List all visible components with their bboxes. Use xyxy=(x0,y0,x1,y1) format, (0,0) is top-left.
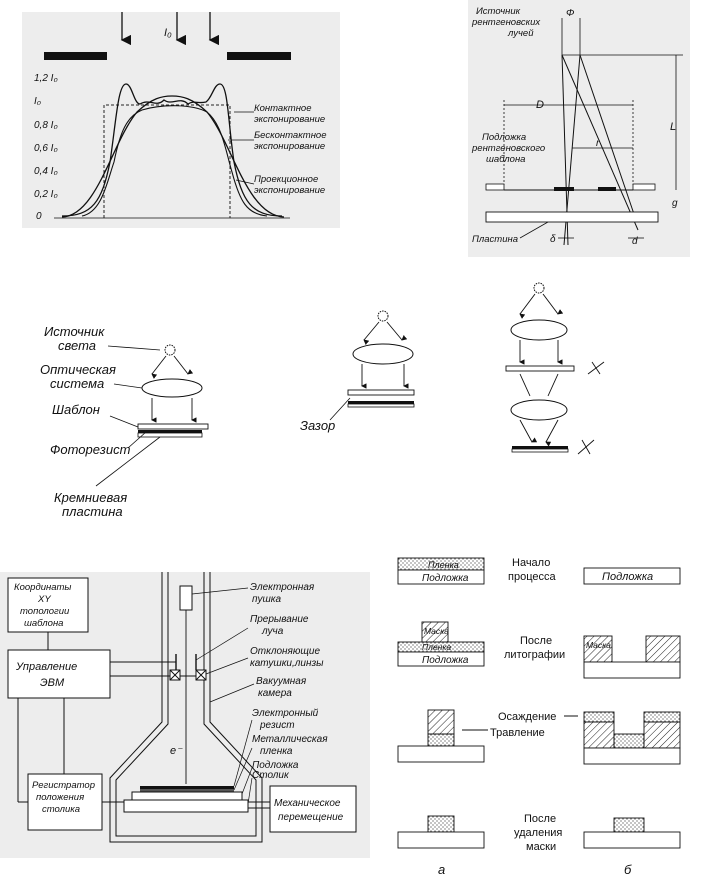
after-mask-label: удаления xyxy=(514,827,563,839)
y-tick-label: 0,4 I₀ xyxy=(34,166,58,177)
film-label: Пленка xyxy=(422,642,452,652)
light-source-label: света xyxy=(58,338,96,353)
metal-film-label: Металлическая xyxy=(252,734,328,745)
after-mask-label: После xyxy=(524,813,557,825)
resist-label: Электронный xyxy=(252,708,319,719)
position-label: Регистратор xyxy=(32,780,95,791)
y-tick-label: 0 xyxy=(36,211,42,222)
after-mask-label: маски xyxy=(526,841,557,853)
film-pattern xyxy=(614,818,644,832)
ray xyxy=(548,374,558,396)
r-symbol: r xyxy=(596,138,600,149)
absorber xyxy=(554,187,574,191)
vacuum-label: камера xyxy=(258,688,292,699)
row-deposition-etch xyxy=(398,710,680,764)
lens xyxy=(511,400,567,420)
stage xyxy=(124,800,248,812)
deflection-label: катушки,линзы xyxy=(250,658,324,669)
mask-label: Маска xyxy=(586,640,611,650)
mask-block xyxy=(644,722,680,748)
position-label: столика xyxy=(42,804,81,815)
ray xyxy=(364,322,379,340)
leader-line xyxy=(234,720,252,786)
phi-symbol: Φ xyxy=(566,8,575,19)
leader-line xyxy=(128,432,146,448)
leader-line xyxy=(330,398,350,420)
wafer-label: Кремниевая xyxy=(54,490,128,505)
mask-edge-right xyxy=(633,184,655,190)
etching-label: Травление xyxy=(490,727,545,739)
photoresist-layer xyxy=(512,446,568,449)
row-start xyxy=(398,557,680,584)
mechanical-label: перемещение xyxy=(278,812,344,823)
leader-line xyxy=(114,384,142,388)
xray-source-label: лучей xyxy=(508,28,534,39)
ray xyxy=(543,294,558,314)
ebeam-system-figure xyxy=(0,572,370,858)
move-arrow-icon xyxy=(592,362,600,374)
electron-resist-layer xyxy=(140,786,234,789)
optical-system-label: система xyxy=(50,376,105,391)
process-steps-svg xyxy=(392,548,712,877)
lens xyxy=(511,320,567,340)
y-tick-label: 0,2 I₀ xyxy=(34,189,58,200)
wafer-label: Пластина xyxy=(472,234,518,245)
after-litho-label: После xyxy=(520,635,553,647)
silicon-wafer xyxy=(138,433,202,437)
coordinates-label: шаблона xyxy=(24,618,64,629)
row-after-litho xyxy=(398,622,680,678)
process-steps-figure xyxy=(392,548,712,877)
substrate-layer xyxy=(584,662,680,678)
ray xyxy=(174,356,188,374)
contact-exposure-curve xyxy=(62,84,282,216)
light-source-icon xyxy=(378,311,388,321)
intensity-profile-figure xyxy=(22,12,340,228)
silicon-wafer xyxy=(512,449,568,452)
contact-label: экспонирование xyxy=(254,114,326,125)
absorber xyxy=(598,187,616,191)
lens xyxy=(353,344,413,364)
delta-symbol: δ xyxy=(550,234,556,245)
film-label: Пленка xyxy=(428,560,459,570)
photoresist-label: Фоторезист xyxy=(50,442,131,457)
vacuum-label: Вакуумная xyxy=(256,676,307,687)
d-symbol: d xyxy=(632,236,638,247)
ray xyxy=(520,420,532,442)
lens xyxy=(142,379,202,397)
start-label: Начало xyxy=(512,557,551,569)
mechanical-label: Механическое xyxy=(274,798,341,809)
film-pattern xyxy=(428,816,454,832)
after-litho-label: литографии xyxy=(504,649,566,661)
mask-plate xyxy=(348,390,414,395)
leader-line xyxy=(108,346,160,350)
deposited-film xyxy=(584,712,614,722)
blanking-label: Прерывание xyxy=(250,614,309,625)
substrate-layer xyxy=(584,832,680,848)
start-label: процесса xyxy=(508,571,556,583)
proximity-label: Бесконтактное xyxy=(254,130,327,141)
y-tick-label: 0,6 I₀ xyxy=(34,143,58,154)
position-label: положения xyxy=(36,792,85,803)
substrate-layer xyxy=(584,748,680,764)
intensity-profile-svg xyxy=(22,12,340,228)
ray xyxy=(152,356,166,374)
control-label: ЭВМ xyxy=(40,677,65,689)
film-remaining xyxy=(428,734,454,746)
L-symbol: L xyxy=(670,121,677,133)
proximity-scheme xyxy=(300,311,414,433)
light-source-icon xyxy=(534,283,544,293)
projection-label: экспонирование xyxy=(254,185,326,196)
electron-gun-label: Электронная xyxy=(250,582,315,593)
mask-substrate-label: рентгеновского xyxy=(472,143,546,154)
leader-line xyxy=(192,588,248,594)
xray-geometry-figure xyxy=(468,0,690,257)
mask-plate xyxy=(506,366,574,371)
projection-label: Проекционное xyxy=(254,174,319,185)
contact-scheme xyxy=(40,324,208,519)
leader-line xyxy=(210,684,254,702)
blanking-label: луча xyxy=(262,626,284,637)
substrate-label: Подложка xyxy=(422,655,469,666)
move-arrow-icon xyxy=(582,440,590,454)
D-symbol: D xyxy=(536,99,544,111)
substrate-layer xyxy=(398,746,484,762)
optical-system-label: Оптическая xyxy=(40,362,116,377)
mask-edge-left xyxy=(486,184,504,190)
mask-substrate-label: Подложка xyxy=(482,132,527,143)
substrate-label: Подложка xyxy=(422,573,469,584)
ray xyxy=(562,55,638,230)
leader-line xyxy=(248,778,252,804)
optical-exposure-figure xyxy=(0,270,712,520)
ray xyxy=(580,55,636,220)
mask-block xyxy=(584,722,614,748)
photoresist-layer xyxy=(138,430,202,433)
deposited-film xyxy=(644,712,680,722)
gap-label: Зазор xyxy=(300,418,336,433)
projection-scheme xyxy=(506,283,604,454)
wafer-label: пластина xyxy=(62,504,123,519)
mask-block xyxy=(646,636,680,662)
mask-block-left xyxy=(44,52,107,60)
ebeam-system-svg xyxy=(0,572,370,858)
y-tick-label: 0,8 I₀ xyxy=(34,120,58,131)
leader-line xyxy=(520,222,548,238)
mask-plate xyxy=(138,424,208,429)
electron-gun-label: пушка xyxy=(252,594,282,605)
leader-line xyxy=(206,658,248,674)
xray-source-label: рентгеновских xyxy=(472,17,541,28)
proximity-label: экспонирование xyxy=(254,141,326,152)
contact-label: Контактное xyxy=(254,103,312,114)
ray xyxy=(520,374,530,396)
proximity-exposure-curve xyxy=(62,96,284,217)
coordinates-label: XY xyxy=(38,594,51,605)
electron-gun xyxy=(180,586,192,610)
optical-exposure-svg xyxy=(0,270,712,520)
control-label: Управление xyxy=(16,661,78,673)
mask-block-right xyxy=(227,52,291,60)
column-label-a: а xyxy=(438,862,446,877)
xray-geometry-svg xyxy=(468,0,690,257)
xray-source-label: Источник xyxy=(476,6,521,17)
light-source-label: Источник xyxy=(44,324,105,339)
silicon-wafer xyxy=(348,404,414,407)
leader-line xyxy=(242,768,252,794)
mask-block xyxy=(428,710,454,734)
coordinates-label: Координаты xyxy=(14,582,72,593)
mask-substrate-label: шаблона xyxy=(486,154,526,165)
ray xyxy=(387,322,402,340)
resist-label: резист xyxy=(260,720,295,731)
g-symbol: g xyxy=(672,198,678,209)
stage-label: Столик xyxy=(252,770,289,781)
substrate-layer xyxy=(132,792,242,800)
wafer xyxy=(486,212,658,222)
ray xyxy=(520,294,535,314)
column-label-b: б xyxy=(624,862,632,877)
substrate-layer xyxy=(398,832,484,848)
control-box xyxy=(8,650,110,698)
substrate-label: Подложка xyxy=(602,571,654,583)
coordinates-label: топологии xyxy=(20,606,70,617)
substrate-label: Подложка xyxy=(252,760,299,771)
metal-film-label: пленка xyxy=(260,746,293,757)
y-tick-label: 1,2 I₀ xyxy=(34,73,58,84)
light-source-icon xyxy=(165,345,175,355)
deposited-film xyxy=(614,734,644,748)
leader-line xyxy=(110,416,138,427)
ideal-profile-guide xyxy=(104,105,230,218)
deflection-label: Отклоняющие xyxy=(250,646,321,657)
mechanical-box xyxy=(270,786,356,832)
electron-symbol: e⁻ xyxy=(170,745,182,757)
mask-label: Маска xyxy=(424,626,449,636)
deposition-label: Осаждение xyxy=(498,711,557,723)
y-tick-label: I₀ xyxy=(34,96,41,107)
photoresist-layer xyxy=(348,401,414,404)
beam-intensity-label: I₀ xyxy=(164,27,172,39)
ray xyxy=(546,420,558,442)
row-after-mask-removal xyxy=(398,813,680,877)
mask-label: Шаблон xyxy=(52,402,100,417)
